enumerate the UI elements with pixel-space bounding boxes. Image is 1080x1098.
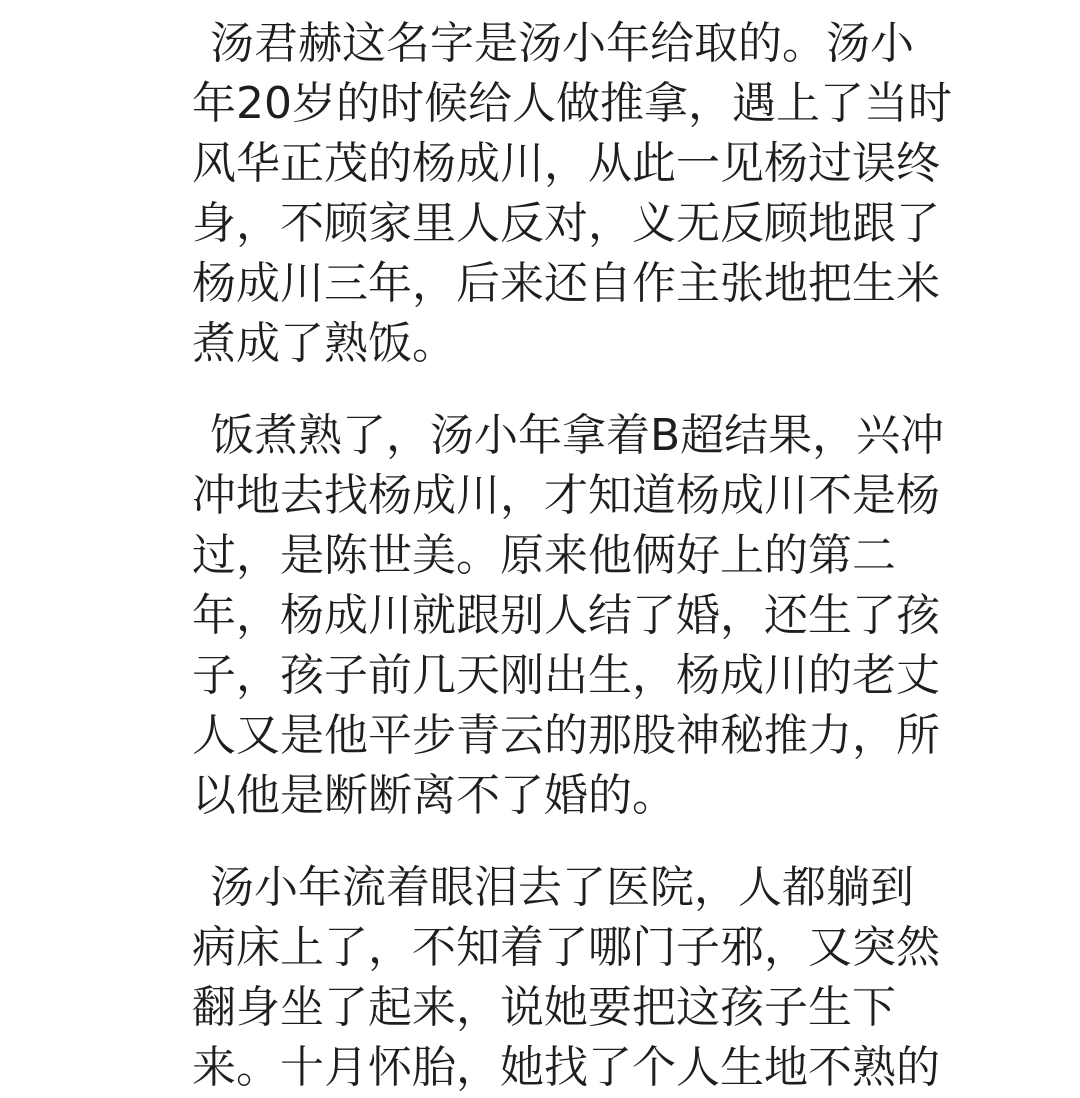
paragraph-3 — [192, 858, 940, 1098]
paragraph-2 — [192, 406, 945, 826]
text-line: 人又是他平步青云的那股神秘推力，所 — [192, 710, 940, 761]
text-line: 来。十月怀胎，她找了个人生地不熟的 — [192, 1042, 940, 1093]
text-line: 煮成了熟饭。 — [192, 318, 456, 369]
paragraph-1 — [192, 14, 952, 374]
text-line: 子，孩子前几天刚出生，杨成川的老丈 — [192, 650, 940, 701]
text-line: 年，杨成川就跟别人结了婚，还生了孩 — [192, 590, 940, 641]
text-line: 病床上了，不知着了哪门子邪，又突然 — [192, 922, 940, 973]
text-line: 以他是断断离不了婚的。 — [192, 770, 676, 821]
text-line: 过，是陈世美。原来他俩好上的第二 — [192, 530, 896, 581]
text-line: 冲地去找杨成川，才知道杨成川不是杨 — [192, 470, 940, 521]
text-line: 风华正茂的杨成川，从此一见杨过误终 — [192, 138, 940, 189]
text-line: 翻身坐了起来，说她要把这孩子生下 — [192, 982, 896, 1033]
paragraph-spacer — [192, 374, 892, 406]
paragraph-spacer — [192, 826, 892, 858]
text-line: 杨成川三年，后来还自作主张地把生米 — [192, 258, 940, 309]
text-line: 身，不顾家里人反对，义无反顾地跟了 — [192, 198, 940, 249]
article-text — [192, 14, 952, 1098]
text-line: 年20岁的时候给人做推拿，遇上了当时 — [192, 78, 952, 129]
text-line: 汤君赫这名字是汤小年给取的。汤小 — [210, 18, 914, 69]
text-line: 汤小年流着眼泪去了医院，人都躺到 — [210, 862, 914, 913]
text-line: 饭煮熟了，汤小年拿着B超结果，兴冲 — [210, 410, 945, 461]
